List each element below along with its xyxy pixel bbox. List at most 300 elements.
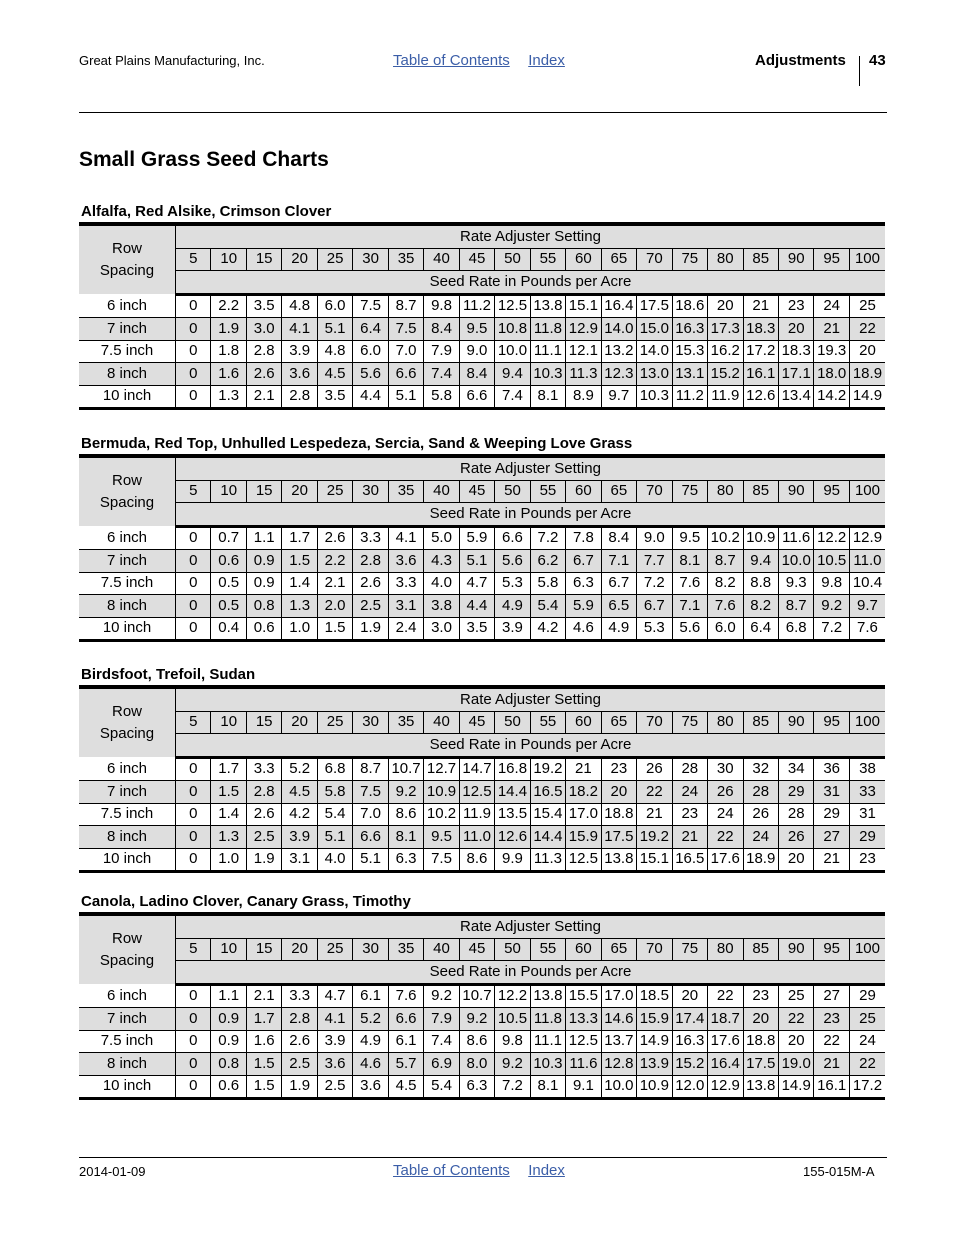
rate-cell: 2.2 <box>317 550 352 573</box>
rate-cell: 10.3 <box>530 1053 565 1076</box>
section-name: Adjustments <box>755 52 846 69</box>
rate-cell: 6.3 <box>388 848 423 872</box>
rate-cell: 8.7 <box>708 550 743 573</box>
rate-cell: 3.9 <box>495 617 530 641</box>
rate-cell: 17.1 <box>778 363 813 386</box>
rate-cell: 0 <box>176 318 211 341</box>
setting-cell: 75 <box>672 711 707 734</box>
rate-cell: 3.3 <box>246 757 281 781</box>
rate-cell: 16.4 <box>601 294 636 318</box>
table-title: Canola, Ladino Clover, Canary Grass, Timothy <box>81 893 411 910</box>
rate-adjuster-header: Rate Adjuster Setting <box>176 687 886 711</box>
rate-cell: 12.5 <box>566 1030 601 1053</box>
setting-cell: 75 <box>672 480 707 503</box>
rate-cell: 5.1 <box>388 385 423 409</box>
rate-cell: 8.2 <box>743 595 778 618</box>
rate-cell: 12.5 <box>566 848 601 872</box>
rate-cell: 3.0 <box>246 318 281 341</box>
rate-cell: 29 <box>814 803 849 826</box>
rate-cell: 4.1 <box>388 526 423 550</box>
rate-cell: 0.8 <box>246 595 281 618</box>
rate-cell: 12.0 <box>672 1075 707 1099</box>
seed-rate-table <box>79 454 885 642</box>
header-row <box>79 687 885 711</box>
rate-cell: 2.0 <box>317 595 352 618</box>
rate-cell: 17.3 <box>708 318 743 341</box>
setting-cell: 60 <box>566 248 601 271</box>
rate-cell: 1.5 <box>246 1053 281 1076</box>
rate-cell: 25 <box>778 984 813 1008</box>
rate-cell: 9.4 <box>495 363 530 386</box>
table-row <box>79 757 885 781</box>
setting-cell: 35 <box>388 248 423 271</box>
header-row <box>79 503 885 527</box>
setting-cell: 10 <box>211 938 246 961</box>
setting-cell: 90 <box>778 711 813 734</box>
rate-cell: 18.9 <box>743 848 778 872</box>
rate-cell: 0 <box>176 1008 211 1031</box>
row-spacing-label: 8 inch <box>79 363 176 386</box>
setting-cell: 60 <box>566 938 601 961</box>
rate-cell: 13.2 <box>601 340 636 363</box>
rate-cell: 20 <box>778 318 813 341</box>
rate-cell: 7.2 <box>637 572 672 595</box>
seed-rate-table <box>79 222 885 410</box>
rate-cell: 9.1 <box>566 1075 601 1099</box>
rate-cell: 9.8 <box>495 1030 530 1053</box>
setting-cell: 85 <box>743 480 778 503</box>
rate-cell: 11.1 <box>530 340 565 363</box>
rate-cell: 6.0 <box>708 617 743 641</box>
rate-cell: 12.1 <box>566 340 601 363</box>
row-spacing-header <box>79 456 176 526</box>
setting-cell: 25 <box>317 480 352 503</box>
rate-cell: 6.5 <box>601 595 636 618</box>
rate-cell: 34 <box>778 757 813 781</box>
rate-cell: 15.2 <box>672 1053 707 1076</box>
rate-cell: 17.0 <box>601 984 636 1008</box>
setting-cell: 70 <box>637 480 672 503</box>
rate-cell: 5.4 <box>530 595 565 618</box>
table-row <box>79 550 885 573</box>
rate-cell: 6.3 <box>566 572 601 595</box>
rate-cell: 21 <box>814 1053 849 1076</box>
rate-cell: 12.7 <box>424 757 459 781</box>
rate-cell: 8.4 <box>424 318 459 341</box>
rate-cell: 4.9 <box>495 595 530 618</box>
rate-cell: 3.3 <box>282 984 317 1008</box>
rate-cell: 12.3 <box>601 363 636 386</box>
rate-cell: 12.6 <box>743 385 778 409</box>
footer-nav <box>393 1162 579 1180</box>
rate-cell: 5.7 <box>388 1053 423 1076</box>
rate-cell: 1.3 <box>211 385 246 409</box>
setting-cell: 10 <box>211 480 246 503</box>
row-spacing-label: 6 inch <box>79 757 176 781</box>
table-row <box>79 340 885 363</box>
rate-cell: 3.1 <box>388 595 423 618</box>
rate-cell: 6.4 <box>353 318 388 341</box>
rate-cell: 9.2 <box>459 1008 494 1031</box>
row-spacing-label: 7 inch <box>79 318 176 341</box>
rate-cell: 22 <box>708 826 743 849</box>
table-row <box>79 803 885 826</box>
setting-cell: 95 <box>814 938 849 961</box>
rate-cell: 0.7 <box>211 526 246 550</box>
rate-cell: 18.3 <box>778 340 813 363</box>
rate-cell: 17.5 <box>637 294 672 318</box>
row-spacing-label: 10 inch <box>79 1075 176 1099</box>
rate-cell: 15.5 <box>566 984 601 1008</box>
rate-cell: 6.6 <box>388 1008 423 1031</box>
footer-toc-link[interactable]: Table of Contents <box>393 1162 510 1179</box>
rate-cell: 8.6 <box>459 1030 494 1053</box>
rate-cell: 10.9 <box>637 1075 672 1099</box>
seed-rate-header: Seed Rate in Pounds per Acre <box>176 961 886 985</box>
setting-cell: 40 <box>424 248 459 271</box>
setting-cell: 95 <box>814 711 849 734</box>
rate-cell: 8.7 <box>353 757 388 781</box>
setting-cell: 25 <box>317 248 352 271</box>
setting-cell: 10 <box>211 711 246 734</box>
rate-cell: 2.1 <box>246 385 281 409</box>
rate-cell: 10.4 <box>849 572 885 595</box>
rate-cell: 23 <box>672 803 707 826</box>
rate-cell: 0 <box>176 294 211 318</box>
rate-cell: 0 <box>176 848 211 872</box>
rate-cell: 1.7 <box>282 526 317 550</box>
rate-cell: 25 <box>849 1008 885 1031</box>
rate-cell: 8.2 <box>708 572 743 595</box>
rate-cell: 14.9 <box>778 1075 813 1099</box>
rate-cell: 9.3 <box>778 572 813 595</box>
rate-cell: 14.0 <box>601 318 636 341</box>
setting-cell: 75 <box>672 938 707 961</box>
rate-cell: 31 <box>814 781 849 804</box>
row-spacing-label: 7.5 inch <box>79 803 176 826</box>
rate-cell: 0 <box>176 340 211 363</box>
rate-cell: 24 <box>849 1030 885 1053</box>
rate-cell: 9.7 <box>601 385 636 409</box>
rate-cell: 17.5 <box>601 826 636 849</box>
rate-cell: 7.4 <box>424 363 459 386</box>
table-row <box>79 1053 885 1076</box>
footer-index-link[interactable]: Index <box>528 1162 565 1179</box>
page-title: Small Grass Seed Charts <box>79 148 329 171</box>
table-row <box>79 826 885 849</box>
rate-cell: 10.5 <box>495 1008 530 1031</box>
setting-cell: 80 <box>708 248 743 271</box>
row-label: Row <box>111 240 142 257</box>
rate-cell: 0 <box>176 1030 211 1053</box>
rate-cell: 16.3 <box>672 318 707 341</box>
row-spacing-label: 10 inch <box>79 385 176 409</box>
seed-rate-table <box>79 685 885 873</box>
rate-cell: 28 <box>743 781 778 804</box>
rate-cell: 29 <box>849 826 885 849</box>
rate-cell: 2.6 <box>282 1030 317 1053</box>
rate-cell: 1.8 <box>211 340 246 363</box>
rate-cell: 33 <box>849 781 885 804</box>
rate-cell: 22 <box>708 984 743 1008</box>
setting-cell: 55 <box>530 711 565 734</box>
doc-number: 155-015M-A <box>803 1164 875 1179</box>
rate-cell: 12.9 <box>566 318 601 341</box>
rate-cell: 7.1 <box>672 595 707 618</box>
rate-cell: 4.4 <box>459 595 494 618</box>
rate-cell: 10.8 <box>495 318 530 341</box>
rate-cell: 7.2 <box>530 526 565 550</box>
setting-cell: 60 <box>566 480 601 503</box>
setting-cell: 5 <box>176 938 211 961</box>
setting-cell: 55 <box>530 248 565 271</box>
rate-cell: 0 <box>176 826 211 849</box>
rate-cell: 1.7 <box>246 1008 281 1031</box>
row-spacing-label: 7 inch <box>79 781 176 804</box>
setting-cell: 45 <box>459 938 494 961</box>
rate-cell: 0.5 <box>211 595 246 618</box>
setting-cell: 45 <box>459 711 494 734</box>
setting-cell: 70 <box>637 711 672 734</box>
rate-cell: 9.8 <box>814 572 849 595</box>
rate-cell: 6.6 <box>353 826 388 849</box>
rate-cell: 16.3 <box>672 1030 707 1053</box>
spacing-label: Spacing <box>99 952 155 969</box>
row-spacing-label: 7.5 inch <box>79 1030 176 1053</box>
rate-cell: 4.3 <box>424 550 459 573</box>
rate-cell: 0 <box>176 803 211 826</box>
setting-cell: 90 <box>778 938 813 961</box>
setting-cell: 15 <box>246 248 281 271</box>
rate-cell: 2.5 <box>317 1075 352 1099</box>
rate-cell: 13.3 <box>566 1008 601 1031</box>
rate-cell: 12.9 <box>708 1075 743 1099</box>
row-label: Row <box>111 930 142 947</box>
rate-cell: 3.9 <box>317 1030 352 1053</box>
header-row <box>79 271 885 295</box>
rate-cell: 11.2 <box>459 294 494 318</box>
rate-cell: 14.7 <box>459 757 494 781</box>
rate-cell: 7.4 <box>424 1030 459 1053</box>
rate-cell: 11.8 <box>530 318 565 341</box>
setting-cell: 30 <box>353 248 388 271</box>
rate-cell: 4.8 <box>317 340 352 363</box>
rate-cell: 36 <box>814 757 849 781</box>
rate-cell: 7.6 <box>849 617 885 641</box>
rate-cell: 21 <box>814 318 849 341</box>
rate-cell: 21 <box>672 826 707 849</box>
rate-cell: 5.8 <box>424 385 459 409</box>
rate-cell: 7.2 <box>814 617 849 641</box>
rate-cell: 13.5 <box>495 803 530 826</box>
setting-cell: 85 <box>743 248 778 271</box>
setting-cell: 70 <box>637 938 672 961</box>
setting-cell: 100 <box>849 248 885 271</box>
rate-cell: 1.6 <box>246 1030 281 1053</box>
rate-cell: 4.6 <box>353 1053 388 1076</box>
rate-cell: 3.1 <box>282 848 317 872</box>
seed-rate-header: Seed Rate in Pounds per Acre <box>176 503 886 527</box>
rate-cell: 11.0 <box>849 550 885 573</box>
rate-cell: 6.2 <box>530 550 565 573</box>
rate-cell: 23 <box>778 294 813 318</box>
header-row <box>79 734 885 758</box>
rate-cell: 11.3 <box>530 848 565 872</box>
rate-cell: 20 <box>743 1008 778 1031</box>
rate-cell: 4.2 <box>530 617 565 641</box>
rate-cell: 8.7 <box>778 595 813 618</box>
rate-cell: 5.1 <box>459 550 494 573</box>
rate-cell: 8.6 <box>388 803 423 826</box>
table-title: Alfalfa, Red Alsike, Crimson Clover <box>81 203 332 220</box>
rate-cell: 0 <box>176 781 211 804</box>
rate-cell: 3.6 <box>388 550 423 573</box>
rate-cell: 7.5 <box>353 781 388 804</box>
rate-cell: 9.0 <box>459 340 494 363</box>
rate-cell: 20 <box>778 848 813 872</box>
rate-cell: 24 <box>708 803 743 826</box>
table-row <box>79 572 885 595</box>
spacing-label: Spacing <box>99 262 155 279</box>
rate-cell: 8.4 <box>601 526 636 550</box>
setting-cell: 15 <box>246 480 281 503</box>
rate-cell: 1.6 <box>211 363 246 386</box>
setting-cell: 100 <box>849 938 885 961</box>
header-row <box>79 456 885 480</box>
rate-cell: 3.0 <box>424 617 459 641</box>
rate-cell: 13.8 <box>601 848 636 872</box>
rate-cell: 7.8 <box>566 526 601 550</box>
rate-cell: 11.6 <box>566 1053 601 1076</box>
rate-cell: 19.2 <box>637 826 672 849</box>
rate-cell: 11.0 <box>459 826 494 849</box>
rate-cell: 5.9 <box>566 595 601 618</box>
rate-cell: 6.6 <box>495 526 530 550</box>
rate-cell: 24 <box>814 294 849 318</box>
rate-cell: 12.2 <box>495 984 530 1008</box>
rate-cell: 10.7 <box>459 984 494 1008</box>
rate-cell: 20 <box>778 1030 813 1053</box>
seed-rate-header: Seed Rate in Pounds per Acre <box>176 271 886 295</box>
rate-cell: 18.9 <box>849 363 885 386</box>
rate-cell: 0 <box>176 1053 211 1076</box>
rate-cell: 0 <box>176 550 211 573</box>
rate-cell: 6.8 <box>778 617 813 641</box>
setting-cell: 80 <box>708 711 743 734</box>
setting-cell: 5 <box>176 711 211 734</box>
rate-cell: 22 <box>778 1008 813 1031</box>
rate-cell: 10.9 <box>743 526 778 550</box>
rate-cell: 26 <box>743 803 778 826</box>
rate-cell: 22 <box>849 318 885 341</box>
setting-cell: 25 <box>317 938 352 961</box>
rate-cell: 0.8 <box>211 1053 246 1076</box>
rate-cell: 0 <box>176 385 211 409</box>
rate-cell: 1.1 <box>246 526 281 550</box>
table-row <box>79 1030 885 1053</box>
row-spacing-label: 7 inch <box>79 1008 176 1031</box>
rate-cell: 21 <box>814 848 849 872</box>
rate-cell: 26 <box>778 826 813 849</box>
rate-cell: 18.8 <box>601 803 636 826</box>
rate-cell: 17.2 <box>849 1075 885 1099</box>
header-index-link[interactable]: Index <box>528 52 565 69</box>
setting-cell: 50 <box>495 711 530 734</box>
rate-cell: 11.9 <box>708 385 743 409</box>
rate-cell: 3.6 <box>353 1075 388 1099</box>
table-row <box>79 526 885 550</box>
rate-cell: 5.3 <box>495 572 530 595</box>
spacing-label: Spacing <box>99 725 155 742</box>
rate-cell: 14.9 <box>849 385 885 409</box>
rate-cell: 12.5 <box>495 294 530 318</box>
rate-cell: 9.9 <box>495 848 530 872</box>
rate-cell: 4.1 <box>317 1008 352 1031</box>
rate-cell: 11.2 <box>672 385 707 409</box>
rate-cell: 20 <box>672 984 707 1008</box>
setting-cell: 40 <box>424 938 459 961</box>
rate-cell: 27 <box>814 826 849 849</box>
rate-cell: 4.5 <box>317 363 352 386</box>
rate-cell: 15.1 <box>566 294 601 318</box>
rate-cell: 0.9 <box>246 572 281 595</box>
rate-cell: 18.8 <box>743 1030 778 1053</box>
rate-cell: 4.0 <box>424 572 459 595</box>
rate-cell: 5.6 <box>672 617 707 641</box>
rate-cell: 8.8 <box>743 572 778 595</box>
settings-row <box>79 480 885 503</box>
setting-cell: 15 <box>246 711 281 734</box>
settings-row <box>79 938 885 961</box>
table-row <box>79 385 885 409</box>
rate-cell: 8.1 <box>530 1075 565 1099</box>
rate-cell: 11.3 <box>566 363 601 386</box>
setting-cell: 35 <box>388 480 423 503</box>
rate-cell: 14.4 <box>495 781 530 804</box>
rate-cell: 21 <box>566 757 601 781</box>
rate-cell: 9.4 <box>743 550 778 573</box>
setting-cell: 35 <box>388 711 423 734</box>
rate-cell: 14.4 <box>530 826 565 849</box>
setting-cell: 10 <box>211 248 246 271</box>
header-row <box>79 961 885 985</box>
rate-cell: 1.5 <box>282 550 317 573</box>
rate-cell: 28 <box>778 803 813 826</box>
rate-cell: 22 <box>637 781 672 804</box>
rate-cell: 15.1 <box>637 848 672 872</box>
rate-cell: 9.2 <box>388 781 423 804</box>
rate-cell: 8.7 <box>388 294 423 318</box>
rate-cell: 1.5 <box>246 1075 281 1099</box>
row-spacing-label: 8 inch <box>79 826 176 849</box>
header-rule <box>79 112 887 113</box>
rate-cell: 24 <box>743 826 778 849</box>
rate-cell: 5.9 <box>459 526 494 550</box>
row-spacing-label: 7 inch <box>79 550 176 573</box>
rate-cell: 28 <box>672 757 707 781</box>
rate-cell: 17.6 <box>708 1030 743 1053</box>
rate-cell: 5.0 <box>424 526 459 550</box>
row-spacing-header <box>79 224 176 294</box>
rate-cell: 23 <box>601 757 636 781</box>
rate-cell: 14.2 <box>814 385 849 409</box>
rate-cell: 22 <box>849 1053 885 1076</box>
rate-cell: 8.9 <box>566 385 601 409</box>
header-toc-link[interactable]: Table of Contents <box>393 52 510 69</box>
rate-cell: 10.3 <box>637 385 672 409</box>
rate-cell: 1.4 <box>282 572 317 595</box>
table-row <box>79 984 885 1008</box>
